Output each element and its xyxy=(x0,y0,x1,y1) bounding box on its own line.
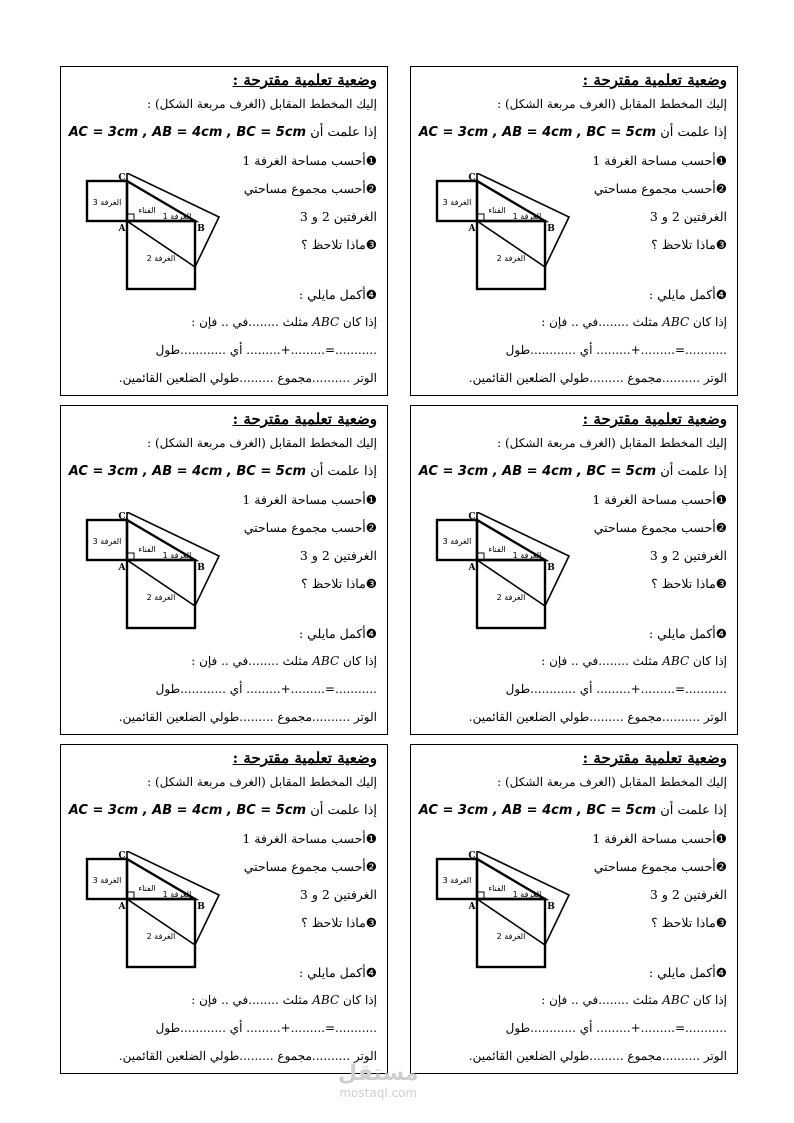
question-3-text: ماذا تلاحظ ؟ xyxy=(301,237,366,252)
triangle-name: ABC xyxy=(312,315,340,329)
room-3-label: الغرفة 3 xyxy=(442,537,472,546)
given-values: AC = 3cm , AB = 4cm , BC = 5cm xyxy=(418,464,657,479)
fill-line-3: الوتر ..........مجموع .........طولي الضلعين القائمين. xyxy=(468,371,727,385)
given-values: AC = 3cm , AB = 4cm , BC = 5cm xyxy=(68,803,307,818)
question-2-continued: الغرفتين 2 و 3 xyxy=(649,887,727,902)
fill-line-3: الوتر ..........مجموع .........طولي الضلعين القائمين. xyxy=(468,710,727,724)
fill-line-1-b: مثلث ........في .. فإن : xyxy=(541,993,659,1007)
room-1-label: الغرفة 1 xyxy=(162,890,192,899)
given-line xyxy=(69,464,377,479)
bullet-4-icon: ❹ xyxy=(715,287,727,302)
question-2-text: أحسب مجموع مساحتي xyxy=(593,520,716,535)
vertex-b-label: B xyxy=(547,902,555,912)
question-4 xyxy=(649,626,727,641)
fill-line-1 xyxy=(191,315,377,329)
room-3-label: الغرفة 3 xyxy=(92,198,122,207)
card-title: وضعية تعلمية مقترحة : xyxy=(232,410,377,428)
given-values: AC = 3cm , AB = 4cm , BC = 5cm xyxy=(418,125,657,140)
question-1 xyxy=(242,492,377,507)
bullet-3-icon: ❸ xyxy=(715,576,727,591)
question-1 xyxy=(592,831,727,846)
card-title: وضعية تعلمية مقترحة : xyxy=(582,749,727,767)
bullet-3-icon: ❸ xyxy=(365,576,377,591)
vertex-a-label: A xyxy=(118,902,126,912)
given-line xyxy=(419,125,727,140)
bullet-2-icon: ❷ xyxy=(365,181,377,196)
fill-line-1-a: إذا كان xyxy=(692,993,727,1007)
question-2-text: أحسب مجموع مساحتي xyxy=(243,520,366,535)
question-2-continued: الغرفتين 2 و 3 xyxy=(299,887,377,902)
triangle-name: ABC xyxy=(312,993,340,1007)
question-2-text: أحسب مجموع مساحتي xyxy=(243,181,366,196)
vertex-b-label: B xyxy=(197,224,205,234)
bullet-1-icon: ❶ xyxy=(365,492,377,507)
question-3-text: ماذا تلاحظ ؟ xyxy=(651,915,716,930)
question-4 xyxy=(649,287,727,302)
question-1-text: أحسب مساحة الغرفة 1 xyxy=(592,153,716,168)
courtyard-label: الفناء xyxy=(138,884,156,893)
courtyard-label: الفناء xyxy=(488,206,506,215)
fill-line-1-a: إذا كان xyxy=(342,315,377,329)
courtyard-label: الفناء xyxy=(488,545,506,554)
bullet-2-icon: ❷ xyxy=(715,520,727,535)
fill-line-2: ...........=.........+......... أي ............طول xyxy=(505,343,727,357)
question-1 xyxy=(242,831,377,846)
fill-line-1-a: إذا كان xyxy=(692,315,727,329)
bullet-1-icon: ❶ xyxy=(365,831,377,846)
given-prefix: إذا علمت أن xyxy=(660,464,727,479)
question-4 xyxy=(649,965,727,980)
given-prefix: إذا علمت أن xyxy=(660,803,727,818)
vertex-c-label: C xyxy=(118,851,126,861)
vertex-a-label: A xyxy=(118,224,126,234)
triangle-name: ABC xyxy=(662,315,690,329)
question-4 xyxy=(299,287,377,302)
question-4-text: أكمل مايلي : xyxy=(298,626,366,641)
activity-card xyxy=(60,744,388,1074)
fill-line-1-a: إذا كان xyxy=(342,654,377,668)
bullet-4-icon: ❹ xyxy=(365,965,377,980)
intro-line: إليك المخطط المقابل (الغرف مربعة الشكل) : xyxy=(497,97,727,111)
room-2-label: الغرفة 2 xyxy=(496,254,526,263)
question-1-text: أحسب مساحة الغرفة 1 xyxy=(242,153,366,168)
bullet-2-icon: ❷ xyxy=(365,520,377,535)
intro-line: إليك المخطط المقابل (الغرف مربعة الشكل) : xyxy=(147,97,377,111)
question-4 xyxy=(299,626,377,641)
floor-plan-diagram xyxy=(85,173,265,305)
intro-line: إليك المخطط المقابل (الغرف مربعة الشكل) : xyxy=(497,436,727,450)
card-title: وضعية تعلمية مقترحة : xyxy=(582,410,727,428)
floor-plan-diagram xyxy=(435,512,615,644)
vertex-b-label: B xyxy=(197,563,205,573)
watermark-site: mostaql.com xyxy=(339,1086,418,1100)
activity-card xyxy=(410,66,738,396)
question-2-text: أحسب مجموع مساحتي xyxy=(593,181,716,196)
given-prefix: إذا علمت أن xyxy=(310,464,377,479)
question-3 xyxy=(301,576,377,591)
bullet-2-icon: ❷ xyxy=(365,859,377,874)
given-values: AC = 3cm , AB = 4cm , BC = 5cm xyxy=(68,125,307,140)
bullet-3-icon: ❸ xyxy=(715,237,727,252)
question-2-text: أحسب مجموع مساحتي xyxy=(593,859,716,874)
fill-line-1-b: مثلث ........في .. فإن : xyxy=(541,315,659,329)
activity-card xyxy=(410,405,738,735)
fill-line-1-a: إذا كان xyxy=(342,993,377,1007)
bullet-3-icon: ❸ xyxy=(715,915,727,930)
vertex-c-label: C xyxy=(468,173,476,183)
question-1-text: أحسب مساحة الغرفة 1 xyxy=(242,831,366,846)
fill-line-1 xyxy=(191,993,377,1007)
fill-line-1 xyxy=(191,654,377,668)
question-4-text: أكمل مايلي : xyxy=(648,287,716,302)
question-4-text: أكمل مايلي : xyxy=(648,965,716,980)
bullet-4-icon: ❹ xyxy=(365,287,377,302)
question-2-continued: الغرفتين 2 و 3 xyxy=(649,548,727,563)
given-line xyxy=(419,803,727,818)
bullet-3-icon: ❸ xyxy=(365,237,377,252)
activity-card xyxy=(60,66,388,396)
bullet-1-icon: ❶ xyxy=(715,492,727,507)
room-2-label: الغرفة 2 xyxy=(496,932,526,941)
activity-card xyxy=(60,405,388,735)
vertex-a-label: A xyxy=(118,563,126,573)
bullet-4-icon: ❹ xyxy=(365,626,377,641)
room-3-label: الغرفة 3 xyxy=(442,876,472,885)
vertex-b-label: B xyxy=(547,224,555,234)
fill-line-1 xyxy=(541,993,727,1007)
room-2-label: الغرفة 2 xyxy=(146,254,176,263)
bullet-4-icon: ❹ xyxy=(715,965,727,980)
bullet-2-icon: ❷ xyxy=(715,859,727,874)
question-3-text: ماذا تلاحظ ؟ xyxy=(301,915,366,930)
bullet-4-icon: ❹ xyxy=(715,626,727,641)
question-4 xyxy=(299,965,377,980)
fill-line-1 xyxy=(541,654,727,668)
floor-plan-diagram xyxy=(85,512,265,644)
floor-plan-diagram xyxy=(435,173,615,305)
fill-line-1-a: إذا كان xyxy=(692,654,727,668)
fill-line-2: ...........=.........+......... أي ............طول xyxy=(505,682,727,696)
vertex-a-label: A xyxy=(468,224,476,234)
activity-card xyxy=(410,744,738,1074)
room-2-label: الغرفة 2 xyxy=(146,593,176,602)
room-2-label: الغرفة 2 xyxy=(146,932,176,941)
question-3 xyxy=(301,915,377,930)
given-line xyxy=(69,125,377,140)
card-title: وضعية تعلمية مقترحة : xyxy=(582,71,727,89)
vertex-a-label: A xyxy=(468,563,476,573)
question-3 xyxy=(651,237,727,252)
question-2-continued: الغرفتين 2 و 3 xyxy=(299,209,377,224)
question-2-text: أحسب مجموع مساحتي xyxy=(243,859,366,874)
room-1-label: الغرفة 1 xyxy=(512,212,542,221)
courtyard-label: الفناء xyxy=(138,545,156,554)
fill-line-1-b: مثلث ........في .. فإن : xyxy=(541,654,659,668)
vertex-c-label: C xyxy=(468,851,476,861)
fill-line-1-b: مثلث ........في .. فإن : xyxy=(191,654,309,668)
question-1-text: أحسب مساحة الغرفة 1 xyxy=(592,492,716,507)
bullet-1-icon: ❶ xyxy=(715,153,727,168)
fill-line-3: الوتر ..........مجموع .........طولي الضلعين القائمين. xyxy=(118,710,377,724)
intro-line: إليك المخطط المقابل (الغرف مربعة الشكل) : xyxy=(497,775,727,789)
room-2-label: الغرفة 2 xyxy=(496,593,526,602)
room-3-label: الغرفة 3 xyxy=(92,537,122,546)
question-1-text: أحسب مساحة الغرفة 1 xyxy=(592,831,716,846)
intro-line: إليك المخطط المقابل (الغرف مربعة الشكل) : xyxy=(147,436,377,450)
fill-line-3: الوتر ..........مجموع .........طولي الضلعين القائمين. xyxy=(118,1049,377,1063)
courtyard-label: الفناء xyxy=(488,884,506,893)
question-1 xyxy=(592,492,727,507)
room-1-label: الغرفة 1 xyxy=(512,551,542,560)
fill-line-3: الوتر ..........مجموع .........طولي الضلعين القائمين. xyxy=(468,1049,727,1063)
fill-line-3: الوتر ..........مجموع .........طولي الضلعين القائمين. xyxy=(118,371,377,385)
question-4-text: أكمل مايلي : xyxy=(648,626,716,641)
card-title: وضعية تعلمية مقترحة : xyxy=(232,71,377,89)
given-values: AC = 3cm , AB = 4cm , BC = 5cm xyxy=(418,803,657,818)
question-2-continued: الغرفتين 2 و 3 xyxy=(299,548,377,563)
bullet-1-icon: ❶ xyxy=(365,153,377,168)
triangle-name: ABC xyxy=(662,993,690,1007)
bullet-1-icon: ❶ xyxy=(715,831,727,846)
room-1-label: الغرفة 1 xyxy=(512,890,542,899)
room-3-label: الغرفة 3 xyxy=(442,198,472,207)
fill-line-2: ...........=.........+......... أي ............طول xyxy=(155,682,377,696)
triangle-name: ABC xyxy=(312,654,340,668)
intro-line: إليك المخطط المقابل (الغرف مربعة الشكل) : xyxy=(147,775,377,789)
fill-line-1-b: مثلث ........في .. فإن : xyxy=(191,315,309,329)
given-values: AC = 3cm , AB = 4cm , BC = 5cm xyxy=(68,464,307,479)
question-3 xyxy=(301,237,377,252)
question-3-text: ماذا تلاحظ ؟ xyxy=(301,576,366,591)
fill-line-1 xyxy=(541,315,727,329)
vertex-c-label: C xyxy=(118,512,126,522)
watermark xyxy=(338,1062,418,1100)
given-line xyxy=(419,464,727,479)
given-prefix: إذا علمت أن xyxy=(660,125,727,140)
given-prefix: إذا علمت أن xyxy=(310,125,377,140)
vertex-c-label: C xyxy=(468,512,476,522)
question-1 xyxy=(242,153,377,168)
card-title: وضعية تعلمية مقترحة : xyxy=(232,749,377,767)
floor-plan-diagram xyxy=(85,851,265,983)
room-3-label: الغرفة 3 xyxy=(92,876,122,885)
courtyard-label: الفناء xyxy=(138,206,156,215)
triangle-name: ABC xyxy=(662,654,690,668)
fill-line-2: ...........=.........+......... أي ............طول xyxy=(505,1021,727,1035)
question-3-text: ماذا تلاحظ ؟ xyxy=(651,237,716,252)
vertex-b-label: B xyxy=(547,563,555,573)
watermark-logo: مستقل xyxy=(338,1061,419,1086)
question-3 xyxy=(651,576,727,591)
question-1 xyxy=(592,153,727,168)
room-1-label: الغرفة 1 xyxy=(162,212,192,221)
question-3-text: ماذا تلاحظ ؟ xyxy=(651,576,716,591)
vertex-a-label: A xyxy=(468,902,476,912)
question-4-text: أكمل مايلي : xyxy=(298,965,366,980)
question-1-text: أحسب مساحة الغرفة 1 xyxy=(242,492,366,507)
question-2-continued: الغرفتين 2 و 3 xyxy=(649,209,727,224)
given-line xyxy=(69,803,377,818)
fill-line-1-b: مثلث ........في .. فإن : xyxy=(191,993,309,1007)
given-prefix: إذا علمت أن xyxy=(310,803,377,818)
vertex-c-label: C xyxy=(118,173,126,183)
bullet-2-icon: ❷ xyxy=(715,181,727,196)
room-1-label: الغرفة 1 xyxy=(162,551,192,560)
bullet-3-icon: ❸ xyxy=(365,915,377,930)
floor-plan-diagram xyxy=(435,851,615,983)
question-3 xyxy=(651,915,727,930)
fill-line-2: ...........=.........+......... أي ............طول xyxy=(155,1021,377,1035)
vertex-b-label: B xyxy=(197,902,205,912)
question-4-text: أكمل مايلي : xyxy=(298,287,366,302)
fill-line-2: ...........=.........+......... أي ............طول xyxy=(155,343,377,357)
